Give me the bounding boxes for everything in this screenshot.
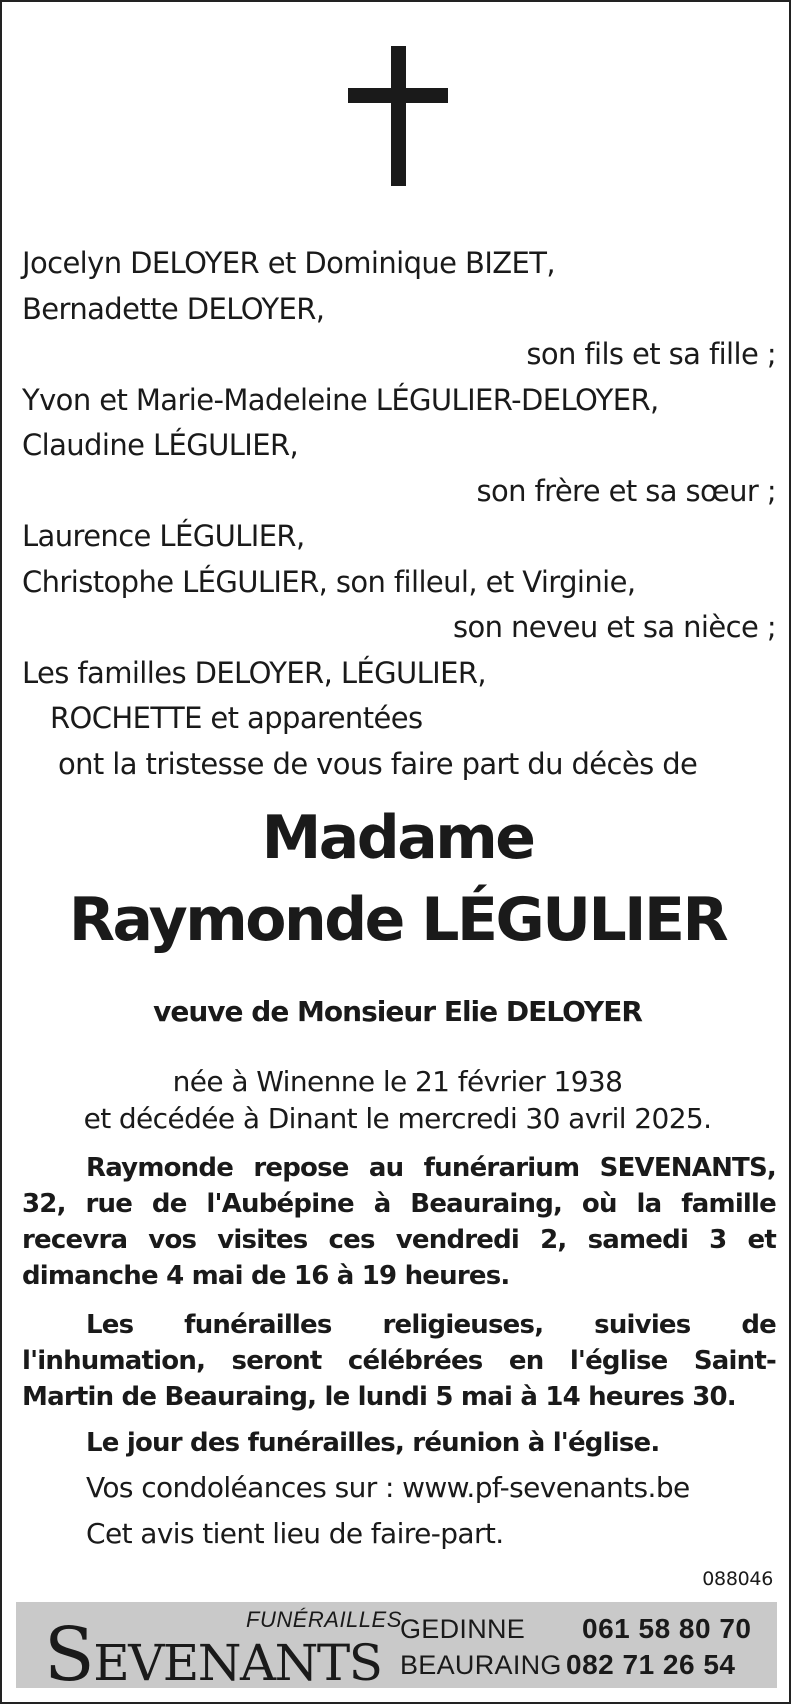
meeting-text: Le jour des funérailles, réunion à l'église. — [86, 1428, 660, 1458]
meeting-paragraph — [22, 1425, 776, 1461]
family-line: Christophe LÉGULIER, son filleul, et Virginie, — [22, 564, 636, 599]
reference-number: 088046 — [702, 1568, 773, 1590]
death-line: et décédée à Dinant le mercredi 30 avril 2025. — [83, 1102, 712, 1135]
location-city: BEAURAING — [400, 1650, 562, 1680]
notice-line: Cet avis tient lieu de faire-part. — [86, 1517, 504, 1550]
location-phone: 082 71 26 54 — [566, 1649, 736, 1680]
deceased-name: Raymonde LÉGULIER — [68, 885, 727, 955]
funeral-paragraph — [22, 1307, 776, 1415]
family-line: Claudine LÉGULIER, — [22, 428, 299, 462]
brand-name-rest: EVENANTS — [93, 1634, 382, 1692]
family-line: Yvon et Marie-Madeleine LÉGULIER-DELOYER, — [22, 382, 659, 417]
relation-line: son neveu et sa nièce ; — [452, 610, 776, 644]
rest-paragraph — [22, 1150, 776, 1294]
location-phone: 061 58 80 70 — [582, 1613, 752, 1644]
funeral-home-banner — [16, 1602, 777, 1698]
dates-block — [2, 1063, 791, 1137]
relation-line: son fils et sa fille ; — [526, 337, 776, 371]
announcement-line: ont la tristesse de vous faire part du décès de — [58, 746, 698, 781]
family-list — [22, 241, 776, 787]
brand-subtitle: FUNÉRAILLES — [246, 1607, 402, 1632]
family-line: Bernadette DELOYER, — [22, 291, 325, 326]
family-line: Laurence LÉGULIER, — [22, 519, 305, 553]
birth-line: née à Winenne le 21 février 1938 — [172, 1065, 623, 1098]
funeral-text: Les funérailles religieuses, suivies de l'inhumation, seront célébrées en l'église Saint-Martin de Beauraing, le lundi 5 mai à 14 heures 30. — [22, 1310, 776, 1412]
location-city: GEDINNE — [400, 1614, 526, 1644]
cross-icon — [348, 46, 448, 186]
family-line: Les familles DELOYER, LÉGULIER, — [22, 655, 487, 690]
deceased-name-block — [2, 797, 791, 961]
relation-line: son frère et sa sœur ; — [476, 473, 776, 508]
rest-text: Raymonde repose au funérarium SEVENANTS, 32, rue de l'Aubépine à Beauraing, où la famille recevra vos visites ces vendredi 2, samedi 3 et dimanche 4 mai de 16 à 19 heures. — [22, 1153, 776, 1291]
widow-of: veuve de Monsieur Elie DELOYER — [153, 995, 642, 1028]
family-line: Jocelyn DELOYER et Dominique BIZET, — [22, 246, 555, 280]
condolences-line: Vos condoléances sur : www.pf-sevenants.be — [86, 1471, 690, 1504]
family-line: ROCHETTE et apparentées — [50, 701, 423, 735]
brand-initial: S — [44, 1612, 94, 1698]
deceased-title: Madame — [261, 803, 534, 873]
